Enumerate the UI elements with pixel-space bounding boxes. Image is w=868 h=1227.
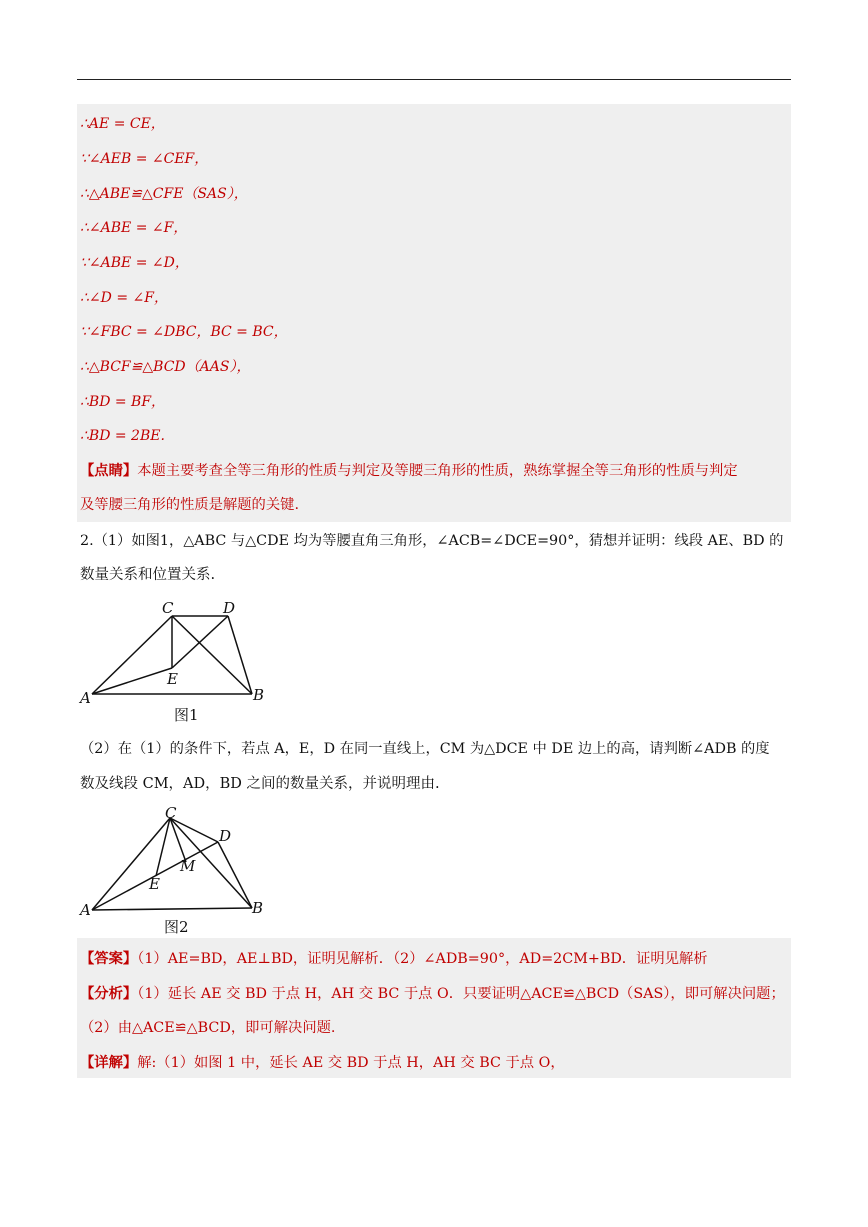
answer-tag: 【答案】 <box>80 951 138 967</box>
analysis-text: （1）延长 AE 交 BD 于点 H，AH 交 BC 于点 O．只要证明△ACE≌△BCD（SAS），即可解决问题； <box>137 986 785 1002</box>
fig1-label-D: D <box>223 599 236 617</box>
fig1-label-C: C <box>162 599 174 617</box>
comment-line-1 <box>80 463 738 479</box>
figure-2 <box>76 800 276 940</box>
detail-text: 解:（1）如图 1 中，延长 AE 交 BD 于点 H，AH 交 BC 于点 O， <box>137 1055 565 1071</box>
comment-line-2: 及等腰三角形的性质是解题的关键. <box>80 497 299 513</box>
proof-line: ∴BD = BF， <box>80 394 166 410</box>
fig2-label-D: D <box>219 827 232 845</box>
fig2-label-M: M <box>180 857 196 875</box>
proof-line: ∴∠ABE = ∠F， <box>80 220 188 236</box>
answer-line <box>80 951 708 967</box>
question2-part1-line2: 数量关系和位置关系. <box>80 567 216 583</box>
fig1-label-E: E <box>167 670 178 688</box>
comment-tag: 【点睛】 <box>80 463 138 479</box>
fig1-label-B: B <box>253 686 265 704</box>
fig1-caption: 图1 <box>174 706 199 724</box>
fig2-caption: 图2 <box>164 918 189 936</box>
proof-line: ∵∠FBC = ∠DBC，BC = BC， <box>80 324 288 340</box>
analysis-line-2: （2）由△ACE≌△BCD，即可解决问题. <box>80 1020 336 1036</box>
detail-line <box>80 1055 565 1071</box>
question2-part1-line1: 2.（1）如图1，△ABC 与△CDE 均为等腰直角三角形，∠ACB=∠DCE=90°，猜想并证明：线段 AE、BD 的 <box>80 533 784 549</box>
proof-line: ∴BD = 2BE. <box>80 428 165 444</box>
proof-line: ∵∠ABE = ∠D， <box>80 255 189 271</box>
fig1-segment-AE <box>92 668 172 694</box>
proof-line: ∴△BCF≌△BCD（AAS）， <box>80 359 251 375</box>
fig2-label-E: E <box>149 875 160 893</box>
fig1-label-A: A <box>80 689 91 707</box>
analysis-tag: 【分析】 <box>80 986 138 1002</box>
fig2-label-A: A <box>80 901 91 919</box>
fig2-label-C: C <box>165 804 177 822</box>
proof-line: ∵∠AEB = ∠CEF， <box>80 151 209 167</box>
proof-line: ∴△ABE≌△CFE（SAS）， <box>80 186 248 202</box>
fig2-segment-DB <box>218 842 252 908</box>
comment-text: 本题主要考查全等三角形的性质与判定及等腰三角形的性质，熟练掌握全等三角形的性质与判定 <box>137 463 738 479</box>
analysis-line-1 <box>80 986 785 1002</box>
question2-part2-line2: 数及线段 CM，AD，BD 之间的数量关系，并说明理由. <box>80 776 440 792</box>
fig1-segment-AC <box>92 616 172 694</box>
fig2-segment-AB <box>92 908 252 910</box>
proof-line: ∴∠D = ∠F， <box>80 290 168 306</box>
figure-1 <box>76 596 276 726</box>
fig2-label-B: B <box>252 899 264 917</box>
header-rule <box>77 79 791 80</box>
detail-tag: 【详解】 <box>80 1055 138 1071</box>
question2-part2-line1: （2）在（1）的条件下，若点 A，E，D 在同一直线上，CM 为△DCE 中 DE 边上的高，请判断∠ADB 的度 <box>80 741 770 757</box>
answer-text: （1）AE=BD，AE⊥BD，证明见解析．（2）∠ADB=90°，AD=2CM+BD．证明见解析 <box>137 951 708 967</box>
proof-line: ∴AE = CE， <box>80 116 165 132</box>
